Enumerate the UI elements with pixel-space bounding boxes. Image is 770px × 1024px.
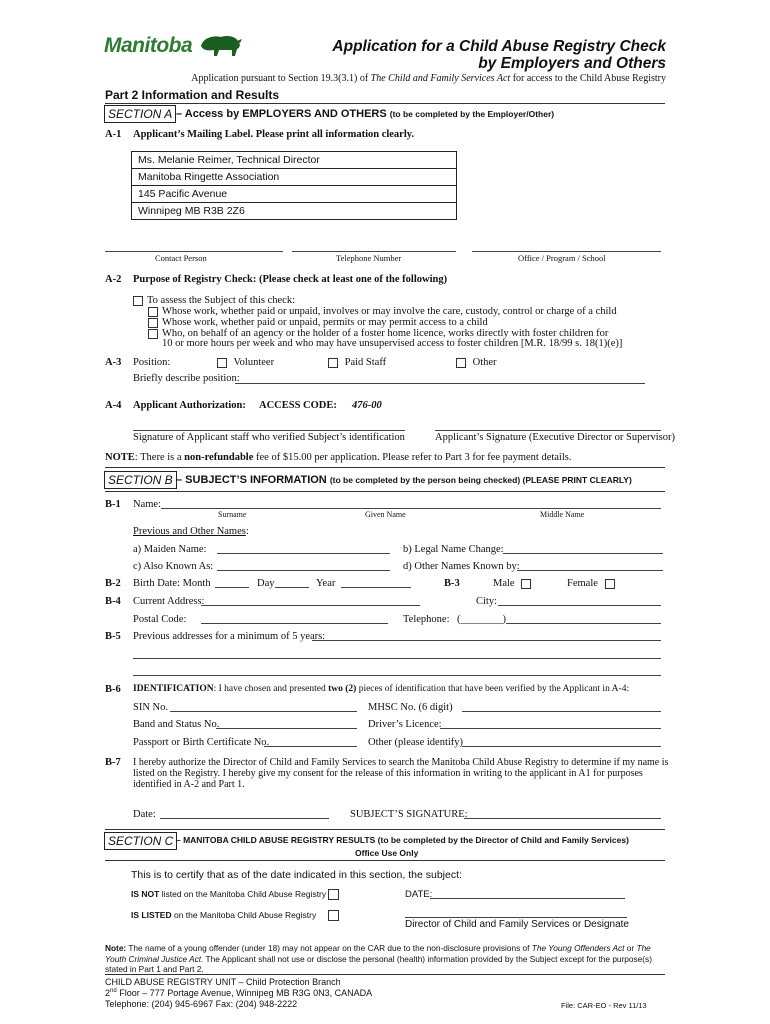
is-listed-checkbox[interactable] xyxy=(328,910,339,921)
b6-number: B-6 xyxy=(105,684,121,695)
sin-label: SIN No. xyxy=(133,702,169,713)
contact-person-label: Contact Person xyxy=(155,253,207,263)
current-address-label: Current Address: xyxy=(133,596,205,607)
section-c-tag: SECTION C xyxy=(104,832,177,850)
a1-label: Applicant’s Mailing Label. Please print all information clearly. xyxy=(133,129,415,140)
maiden-name-label: a) Maiden Name: xyxy=(133,544,207,555)
a1-number: A-1 xyxy=(105,129,122,140)
footer-note-line-3: stated in Part 1 and Part 2. xyxy=(105,964,204,974)
footer-unit: CHILD ABUSE REGISTRY UNIT – Child Protection Branch xyxy=(105,977,341,987)
is-not-listed-option: IS NOT listed on the Manitoba Child Abuse Registry xyxy=(131,889,327,899)
aka-field[interactable] xyxy=(217,570,390,571)
a2-option2-checkbox[interactable] xyxy=(148,318,158,328)
footer-phone: Telephone: (204) 945-6967 Fax: (204) 948-2222 xyxy=(105,999,298,1009)
office-field[interactable] xyxy=(472,251,661,252)
a2-main-option: To assess the Subject of this check: xyxy=(133,295,295,306)
previous-address-field-2[interactable] xyxy=(133,658,661,659)
a3-position: Position: xyxy=(133,357,171,368)
other-known-label: d) Other Names Known by: xyxy=(403,561,520,572)
aka-label: c) Also Known As: xyxy=(133,561,214,572)
a2-option-1: Whose work, whether paid or unpaid, involves or may involve the care, custody, control or charge of a child xyxy=(148,306,617,317)
applicant-signature-label: Applicant’s Signature (Executive Director or Supervisor) xyxy=(435,432,675,443)
a2-option3-checkbox[interactable] xyxy=(148,329,158,339)
male-checkbox[interactable] xyxy=(521,579,531,589)
describe-position-field[interactable] xyxy=(235,383,645,384)
manitoba-logo xyxy=(104,32,243,58)
passport-label: Passport or Birth Certificate No. xyxy=(133,737,270,748)
volunteer-checkbox[interactable] xyxy=(217,358,227,368)
mailing-line-1: Ms. Melanie Reimer, Technical Director xyxy=(138,154,320,166)
postal-code-field[interactable] xyxy=(201,623,388,624)
given-name-label: Given Name xyxy=(365,510,406,519)
female-option: Female xyxy=(567,578,619,589)
identification-statement: IDENTIFICATION: I have chosen and presented two (2) pieces of identification that have been verified by the Applicant in A-4: xyxy=(133,684,630,694)
certify-text: This is to certify that as of the date indicated in this section, the subject: xyxy=(131,869,462,881)
b2-number: B-2 xyxy=(105,578,121,589)
office-label: Office / Program / School xyxy=(518,253,606,263)
a2-option-3: Who, on behalf of an agency or the holder of a foster home licence, works directly with foster children for xyxy=(148,328,608,339)
a3-number: A-3 xyxy=(105,357,122,368)
band-label: Band and Status No. xyxy=(133,719,220,730)
applicant-signature-field[interactable] xyxy=(435,430,661,431)
logo-text: Manitoba xyxy=(104,34,193,57)
legal-change-label: b) Legal Name Change: xyxy=(403,544,504,555)
subject-signature-label: SUBJECT’S SIGNATURE: xyxy=(350,809,468,820)
telephone-area-code: (________) xyxy=(457,614,506,625)
form-subtitle: Application pursuant to Section 19.3(3.1) of The Child and Family Services Act for access to the Child Abuse Registry xyxy=(191,73,666,84)
consent-line-2: listed on the Registry. I hereby give my consent for the release of this information in writing to the applicant in A1 for purposes xyxy=(133,768,643,779)
a2-option1-checkbox[interactable] xyxy=(148,307,158,317)
a2-label: Purpose of Registry Check: (Please check at least one of the following) xyxy=(133,274,448,285)
telephone-label: Telephone: xyxy=(403,614,450,625)
volunteer-option: Volunteer xyxy=(217,357,274,368)
b7-number: B-7 xyxy=(105,757,121,768)
previous-names-label: Previous and Other Names: xyxy=(133,526,249,537)
a4-label: Applicant Authorization: xyxy=(133,400,246,411)
birth-year-field[interactable] xyxy=(341,587,411,588)
part2-heading: Part 2 Information and Results xyxy=(105,88,280,102)
consent-line-1: I hereby authorize the Director of Child and Family Services to search the Manitoba Child Abuse Registry to determine if my name is xyxy=(133,757,669,768)
birth-month-field[interactable] xyxy=(215,587,249,588)
section-a-tag: SECTION A xyxy=(104,105,176,123)
birth-month-label: Birth Date: Month xyxy=(133,578,211,589)
telephone-number-label: Telephone Number xyxy=(336,253,402,263)
legal-change-field[interactable] xyxy=(503,553,663,554)
section-b-title: – SUBJECT’S INFORMATION (to be completed by the person being checked) (PLEASE PRINT CLEARLY) xyxy=(176,474,632,486)
consent-line-3: identified in A-2 and Part 1. xyxy=(133,779,245,790)
b1-number: B-1 xyxy=(105,499,121,510)
mhsc-field[interactable] xyxy=(462,711,661,712)
director-date-field[interactable] xyxy=(430,898,625,899)
birth-year-label: Year xyxy=(316,578,336,589)
director-signature-field[interactable] xyxy=(405,917,627,918)
name-field[interactable] xyxy=(161,508,661,509)
middle-name-label: Middle Name xyxy=(540,510,585,519)
subject-date-field[interactable] xyxy=(160,818,329,819)
is-listed-option: IS LISTED on the Manitoba Child Abuse Registry xyxy=(131,910,317,920)
bison-icon xyxy=(197,32,243,58)
footer-address: 2nd Floor – 777 Portage Avenue, Winnipeg MB R3G 0N3, CANADA xyxy=(105,988,373,998)
other-checkbox[interactable] xyxy=(456,358,466,368)
director-date-label: DATE: xyxy=(405,889,433,900)
office-use-only: Office Use Only xyxy=(355,848,419,858)
section-c-title: – MANITOBA CHILD ABUSE REGISTRY RESULTS (to be completed by the Director of Child and Family Services) xyxy=(176,835,629,845)
staff-signature-label: Signature of Applicant staff who verified Subject’s identification xyxy=(133,432,405,443)
female-checkbox[interactable] xyxy=(605,579,615,589)
current-address-field[interactable] xyxy=(201,605,420,606)
staff-signature-field[interactable] xyxy=(133,430,405,431)
previous-address-field-1[interactable] xyxy=(312,640,661,641)
footer-note-line-2: Youth Criminal Justice Act. The Applicant shall not use or disclose the personal (health) information provided by the Subject except for the purpose(s) xyxy=(105,954,652,964)
form-title-2: by Employers and Others xyxy=(478,55,666,72)
other-id-label: Other (please identify) xyxy=(368,737,464,748)
b3-number: B-3 xyxy=(444,578,460,589)
band-field[interactable] xyxy=(216,728,357,729)
city-field[interactable] xyxy=(498,605,661,606)
b4-number: B-4 xyxy=(105,596,121,607)
telephone-number-field[interactable] xyxy=(292,251,456,252)
a2-number: A-2 xyxy=(105,274,122,285)
birth-day-label: Day xyxy=(257,578,275,589)
a2-main-checkbox[interactable] xyxy=(133,296,143,306)
mhsc-label: MHSC No. (6 digit) xyxy=(368,702,453,713)
section-b-tag: SECTION B xyxy=(104,471,177,489)
name-label: Name: xyxy=(133,499,161,510)
city-label: City: xyxy=(476,596,498,607)
subject-date-label: Date: xyxy=(133,809,156,820)
contact-person-field[interactable] xyxy=(105,251,283,252)
footer-file: File: CAR-EO - Rev 11/13 xyxy=(561,1001,647,1010)
maiden-name-field[interactable] xyxy=(217,553,390,554)
passport-field[interactable] xyxy=(264,746,357,747)
sin-field[interactable] xyxy=(170,711,357,712)
telephone-field[interactable] xyxy=(506,623,661,624)
a2-option-3b: 10 or more hours per week and who may have unsupervised access to foster children [M.R. 18/99 s. 18(1)(e)] xyxy=(162,338,623,349)
mailing-label-box xyxy=(131,151,457,220)
b5-number: B-5 xyxy=(105,631,121,642)
form-title-1: Application for a Child Abuse Registry Check xyxy=(332,38,666,55)
paid-staff-checkbox[interactable] xyxy=(328,358,338,368)
previous-address-field-3[interactable] xyxy=(133,675,661,676)
access-code-label: ACCESS CODE: xyxy=(259,400,337,411)
birth-day-field[interactable] xyxy=(275,587,309,588)
is-not-listed-checkbox[interactable] xyxy=(328,889,339,900)
other-id-field[interactable] xyxy=(462,746,661,747)
drivers-label: Driver’s Licence: xyxy=(368,719,442,730)
mailing-line-3: 145 Pacific Avenue xyxy=(138,188,228,200)
postal-code-label: Postal Code: xyxy=(133,614,187,625)
describe-position-label: Briefly describe position: xyxy=(133,373,240,384)
a2-option-2: Whose work, whether paid or unpaid, permits or may permit access to a child xyxy=(148,317,488,328)
footer-note-line-1: Note: The name of a young offender (under 18) may not appear on the CAR due to the non-disclosure provisions of The Young Offenders Act or The xyxy=(105,943,651,953)
paid-staff-option: Paid Staff xyxy=(328,357,386,368)
subject-signature-field[interactable] xyxy=(464,818,661,819)
director-label: Director of Child and Family Services or Designate xyxy=(405,919,629,930)
mailing-line-2: Manitoba Ringette Association xyxy=(138,171,280,183)
fee-note: NOTE: There is a non-refundable fee of $15.00 per application. Please refer to Part 3 for fee payment details. xyxy=(105,452,572,463)
access-code-value: 476-00 xyxy=(352,400,382,411)
mailing-line-4: Winnipeg MB R3B 2Z6 xyxy=(138,205,245,217)
previous-addresses-label: Previous addresses for a minimum of 5 years: xyxy=(133,631,326,642)
other-option: Other xyxy=(456,357,497,368)
surname-label: Surname xyxy=(218,510,247,519)
section-a-title: – Access by EMPLOYERS AND OTHERS (to be completed by the Employer/Other) xyxy=(176,108,555,120)
male-option: Male xyxy=(493,578,535,589)
other-known-field[interactable] xyxy=(517,570,663,571)
drivers-field[interactable] xyxy=(440,728,661,729)
a4-number: A-4 xyxy=(105,400,122,411)
